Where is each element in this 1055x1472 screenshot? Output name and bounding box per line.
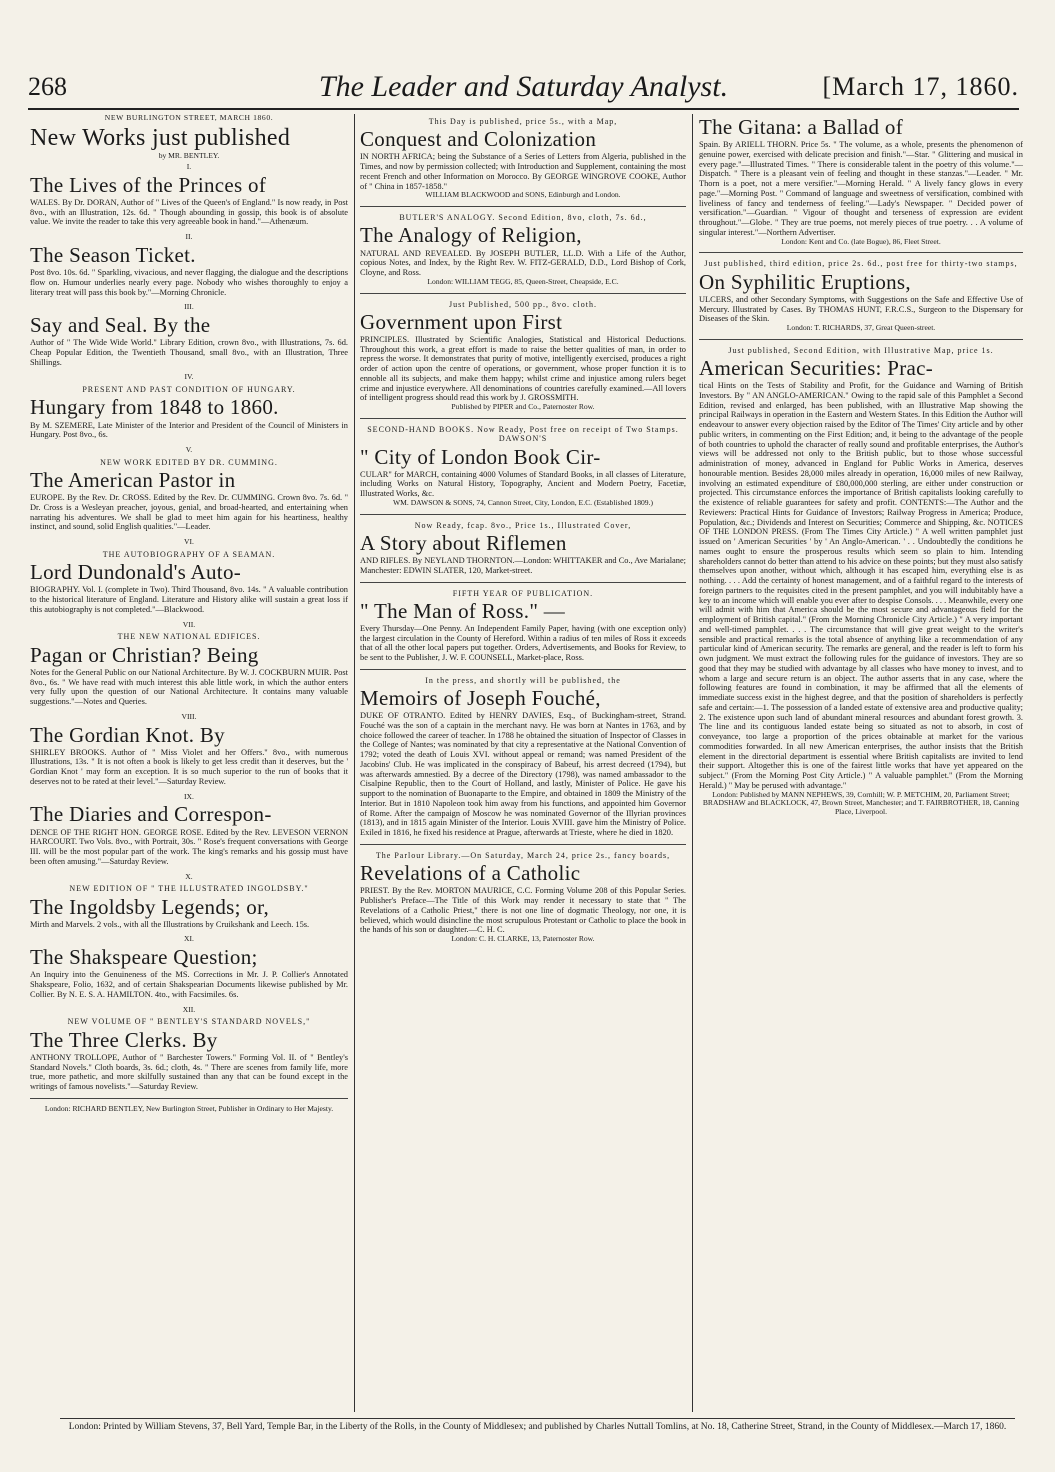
ad-title: " City of London Book Cir-: [360, 444, 601, 469]
ad-number: VI.: [184, 537, 194, 547]
ad-title: The Shakspeare Question;: [30, 945, 258, 970]
ad-number: X.: [185, 871, 193, 881]
advertisement: [30, 1006, 348, 1092]
advertisement: [30, 713, 348, 787]
ad-separator: [360, 844, 686, 845]
ad-body: Post 8vo. 10s. 6d. " Sparkling, vivacious, and never flagging, the dialogue and the descriptions flow on. Humour underlies nearly every page. Nobody who wishes thoroughly to enjoy a literary treat will pass this book by."—Morning Chronicle.: [30, 268, 348, 297]
ad-body: NATURAL AND REVEALED. By JOSEPH BUTLER, LL.D. With a Life of the Author, copious Notes, and Index, by the Right Rev. W. FITZ-GERALD, D.D., Lord Bishop of Cork, Cloyne, and Ross.: [360, 248, 686, 278]
ad-preheading: NEW WORK EDITED BY DR. CUMMING.: [100, 457, 278, 467]
ad-title: The Three Clerks. By: [30, 1027, 218, 1052]
ad-number: VII.: [182, 619, 196, 629]
ad-title: The Diaries and Correspon-: [30, 802, 272, 827]
ad-body: ULCERS, and other Secondary Symptoms, with Suggestions on the Safe and Effective Use of Mercury. Illustrated by Cases. By THOMAS HUNT, F.R.C.S., Surgeon to the Dispensary for Diseases of the Skin.: [699, 294, 1023, 324]
imprint: London: RICHARD BENTLEY, New Burlington Street, Publisher in Ordinary to Her Majesty.: [44, 1103, 334, 1113]
ad-title: " The Man of Ross." —: [360, 598, 566, 623]
advertisement: [360, 521, 686, 576]
ad-preheading: BUTLER'S ANALOGY. Second Edition, 8vo, cloth, 7s. 6d.,: [399, 213, 647, 223]
ad-separator: [360, 669, 686, 670]
advertisement: [699, 259, 1023, 332]
advertisement: [30, 793, 348, 867]
ad-imprint: London: C. H. CLARKE, 13, Paternoster Row.: [451, 934, 595, 944]
ad-separator: [360, 514, 686, 515]
ad-preheading: NEW EDITION OF " THE ILLUSTRATED INGOLDSBY.": [69, 884, 309, 894]
ad-separator: [360, 418, 686, 419]
ad-preheading: FIFTH YEAR OF PUBLICATION.: [452, 588, 594, 598]
ad-title: Revelations of a Catholic: [360, 861, 581, 886]
advertisement: [30, 303, 348, 367]
ad-title: The Gordian Knot. By: [30, 722, 225, 747]
ad-title: Government upon First: [360, 309, 563, 334]
advertisement: [30, 873, 348, 930]
advertisement: [360, 589, 686, 663]
advertisement: [30, 373, 348, 440]
ad-body: Mirth and Marvels. 2 vols., with all the Illustrations by Cruikshank and Leech. 15s.: [30, 919, 310, 929]
ad-title: Hungary from 1848 to 1860.: [30, 395, 279, 420]
ad-preheading: PRESENT AND PAST CONDITION OF HUNGARY.: [82, 385, 296, 395]
ad-preheading: This Day is published, price 5s., with a Map,: [428, 117, 618, 126]
ad-body: BIOGRAPHY. Vol. I. (complete in Two). Third Thousand, 8vo. 14s. " A valuable contribution to the historical literature of England. Literature and History alike will sustain a great loss if this autobiography is not completed."—Blackwood.: [30, 585, 348, 614]
advertisement: [360, 851, 686, 944]
ad-separator: [360, 206, 686, 207]
ad-imprint: London: Published by MANN NEPHEWS, 39, Cornhill; W. P. METCHIM, 20, Parliament Street; BRADSHAW and BLACKLOCK, 47, Brown Street, Manchester; and T. FAIRBROTHER, 18, Canning Place, Liverpool.: [702, 789, 1020, 817]
intro-sub: by MR. BENTLEY.: [158, 151, 220, 161]
ad-preheading: Just Published, 500 pp., 8vo. cloth.: [448, 299, 597, 309]
ad-preheading: NEW VOLUME OF " BENTLEY'S STANDARD NOVELS,": [67, 1017, 311, 1027]
ad-separator: [360, 293, 686, 294]
ad-preheading: The Parlour Library.—On Saturday, March 24, price 2s., fancy boards,: [375, 850, 671, 860]
ad-title: The Ingoldsby Legends; or,: [30, 894, 270, 919]
ad-separator: [699, 339, 1023, 340]
page-title: The Leader and Saturday Analyst.: [318, 70, 729, 103]
publisher-address: NEW BURLINGTON STREET, MARCH 1860.: [104, 114, 274, 122]
ad-title: The American Pastor in: [30, 468, 236, 493]
advertisement: [360, 425, 686, 508]
ad-body: DUKE OF OTRANTO. Edited by HENRY DAVIES, Esq., of Buckingham-street, Strand. Fouché was the son of a captain in the merchant navy. He was born at Nantes in 1763, and by choice followed the career of teacher. In 1788 he obtained the situation of Inspector of Classes in the College of Nantes; was nominated by that city a representative at the National Convention of 1792; voted the death of Louis XVI. without appeal or remand; was named President of the Jacobins' Club. He was implicated in the conspiracy of Babeuf, his arrest decreed (1794), but was afterwards amnestied. By a decree of the Directory (1798), was named ambassador to the Cisalpine Republic, then to the Court of Holland, and lastly, Minister of Police. He gave his support to the nomination of Buonaparte to the Empire, and obtained in 1809 the Ministry of the Interior. But in 1810 Napoleon took him away from his functions, and appointed him Governor of Rome. After the campaign of Moscow he was nominated Governor of the Illyrian provinces (1813), and in 1815 again Minister of the Interior. Louis XVIII. gave him the Ministry of Police. Exiled in 1816, he fixed his residence at Prague, afterwards at Trieste, where he died in 1820.: [360, 711, 686, 838]
column-divider: [692, 114, 693, 1412]
ad-body: Notes for the General Public on our National Architecture. By W. J. COCKBURN MUIR. Post 8vo., 6s. " We have read with much interest this able little work, in which the author enters very fully upon the question of our National Architecture. It contains many valuable suggestions."—Notes and Queries.: [30, 667, 348, 707]
advertisement: [30, 233, 348, 297]
ad-number: III.: [184, 302, 194, 312]
column-1: [30, 114, 348, 1412]
ad-number: XII.: [182, 1004, 196, 1014]
ad-title: Say and Seal. By the: [30, 313, 211, 338]
ad-preheading: Just published, Second Edition, with Illustrative Map, price 1s.: [728, 345, 994, 355]
intro-heading: New Works just published: [30, 124, 291, 151]
ad-body: EUROPE. By the Rev. Dr. CROSS. Edited by the Rev. Dr. CUMMING. Crown 8vo. 7s. 6d. " Dr. Cross is a Wesleyan preacher, joyous, genial, and broad-hearted, and entertaining when narrating his adventures. We shall be glad to meet him again for his heartiness, healthy instinct, and sound, solid English qualities."—Leader.: [30, 493, 348, 532]
ad-number: IX.: [184, 791, 194, 801]
advertisement: [699, 346, 1023, 817]
ad-body: tical Hints on the Tests of Stability and Profit, for the Guidance and Warning of British Investors. By " AN ANGLO-AMERICAN." Owing to the rapid sale of this Pamphlet a Second Edition, revised and enlarged, has been published, with an Illustrative Map showing the principal Railways in operation in the Eastern and Western States. In this Edition the Author will endeavour to answer every objection raised by the Editor of The Times' City article and by other public writers, in commenting on the First Edition; and, it being to the advantage of the people of both countries to uphold the character of really sound and profitable enterprises, the Author's views will be addressed not only to the British public, but to those whose successful administration of money, advanced in England for Public Works in America, deserves honourable mention. Besides 28,000 miles already in operation, 16,000 miles of new Railway, involving an estimated expenditure of £80,000,000 sterling, are either under construction or projected. This circumstance enforces the importance of British capitalists looking carefully to the existence of reliable guarantees for safety and profit. CONTENTS:—The Author and the Reviewers: Practical Hints for Guidance of Investors; Railway Progress in America; Produce, Population, &c.; Dividends and Interest on Securities; Commerce and Shipping, &c. NOTICES OF THE LONDON PRESS. (From The Times City Article.) " A well written pamphlet just issued on ' American Securities ' by ' An Anglo-American. ' . . Undoubtedly the conditions he names ought to ensure the prosperous results which seem so plain to him. Intending shareholders cannot do better than attend to his advice on these points; but they must also satisfy themselves upon another, without which, although it has escaped him, everything else is as nothing. . . . Add the certainty of honest management, and of a faithful regard to the interests of foreign partners to the requisites cited in the present pamphlet, and you will indubitably have a key to an income which will enable you ever after to despise Consols. . . . Meanwhile, every one will admit with him that America should be the most secure and advantageous field for the employment of British capital." (From the Morning Chronicle City Article.) " A very important and well-timed pamphlet. . . . The circumstance that will give great weight to the writer's sensible and practical remarks is the total absence of anything like a recommendation of any particular kind of American security. The remarks are general, and the reader is left to form his own judgment. We must extract the following rules for the guidance of investors. They are so good that they may be studied with advantage by all classes who have money to invest, and to whom a large and secure return is an object. The author asserts that in any case, where the following features are found in combination, it may be affirmed that all the elements of immediate success exist in the highest degree, and that the position of shareholders is perfectly safe and certain:—1. The possession of a landed estate of extensive area and productive quality; 2. The existence upon such land of abundant mineral resources and abundant forest growth. 3. The line and its contiguous landed estate being so situated as not to absorb, in cost of conveyance, too large a proportion of the prices obtainable at market for the various commodities forwarded. In all new American enterprises, the author insists that the British element in the directorial department is essential where British capitalists are invited to lend their support. Altogether this is one of the fairest little works that have yet appeared on the subject." (From the Morning Post City Article.) " A valuable pamphlet." (From the Morning Herald.) " May be perused with advantage.": [699, 381, 1023, 790]
ad-title: The Gitana: a Ballad of: [699, 115, 903, 139]
ad-body: AND RIFLES. By NEYLAND THORNTON.—London: WHITTAKER and Co., Ave Marialane; Manchester: EDWIN SLATER, 120, Market-street.: [360, 556, 686, 575]
ad-number: V.: [185, 445, 193, 455]
column-divider: [354, 114, 355, 1412]
ad-preheading: THE NEW NATIONAL EDIFICES.: [117, 632, 261, 642]
ad-number: XI.: [184, 934, 194, 944]
advertisement: [360, 676, 686, 838]
page-number: 268: [28, 72, 67, 101]
ad-title: The Analogy of Religion,: [360, 223, 582, 248]
ad-preheading: Now Ready, fcap. 8vo., Price 1s., Illustrated Cover,: [414, 520, 632, 530]
page-header: [28, 68, 1019, 108]
advertisement: [30, 935, 348, 999]
ad-body: CULAR" for MARCH, containing 4000 Volumes of Standard Books, in all classes of Literature, including Works on Natural History, Topography, Ancient and Modern Poetry, Facetiæ, Illustrated Works, &c.: [360, 469, 686, 499]
ad-preheading: In the press, and shortly will be published, the: [425, 675, 621, 685]
ad-preheading: SECOND-HAND BOOKS. Now Ready, Post free on receipt of Two Stamps. DAWSON'S: [367, 424, 679, 444]
advertisement: [30, 163, 348, 227]
ad-body: By M. SZEMERE, Late Minister of the Interior and President of the Council of Ministers in Hungary. Post 8vo., 6s.: [30, 420, 348, 440]
ad-separator: [699, 252, 1023, 253]
advertisement: [30, 621, 348, 707]
ad-title: American Securities: Prac-: [699, 356, 934, 381]
ad-body: Every Thursday—One Penny. An Independent Family Paper, having (with one exception only) the largest circulation in the County of Hereford. Within a radius of ten miles of Ross it exceeds that of all the other local papers put together. Orders, Advertisements, and Books for Review, to be sent to the Publisher, J. W. F. COUNSELL, Market-place, Ross.: [360, 623, 686, 663]
ad-imprint: London: T. RICHARDS, 37, Great Queen-street.: [786, 323, 936, 332]
ad-separator: [360, 582, 686, 583]
ad-body: Author of " The Wide Wide World." Library Edition, crown 8vo., with Illustrations, 7s. 6d. Cheap Popular Edition, the Twentieth Thousand, small 8vo., with an Illustration, Three Shillings.: [30, 338, 348, 367]
ad-body: SHIRLEY BROOKS. Author of " Miss Violet and her Offers." 8vo., with numerous Illustrations, 13s. " It is not often a book is likely to get less credit than it deserves, but the ' Gordian Knot ' may form an exception. It is so much superior to the run of books that it deserves not to be rated at their level."—Saturday Review.: [30, 747, 348, 786]
column-2: [360, 114, 686, 1412]
advertisement: [360, 117, 686, 200]
advertisement: [30, 446, 348, 532]
ad-imprint: WM. DAWSON & SONS, 74, Cannon Street, City, London, E.C. (Established 1809.): [392, 497, 654, 507]
ad-imprint: London: WILLIAM TEGG, 85, Queen-Street, Cheapside, E.C.: [427, 276, 619, 286]
ad-title: Conquest and Colonization: [360, 127, 597, 152]
ad-number: VIII.: [181, 711, 197, 721]
ad-title: The Lives of the Princes of: [30, 172, 267, 197]
ad-body: Spain. By ARIELL THORN. Price 5s. " The volume, as a whole, presents the phenomenon of genuine power, exercised with delicate precision and finish."—Star. " Glittering and musical in every page."—Illustrated Times. " There is considerable talent in the poetry of this volume."—Dispatch. " There is a pleasant vein of feeling and thought in these stanzas."—Leader. " Mr. Thorn is a poet, not a mere versifier."—Morning Herald. " A lively fancy glows in every page."—Morning Post. " Command of language and sweetness of versification, combined with liveliness of fancy and tenderness of feeling."—Lady's Newspaper. " Decided power of versification."—Guardian. " Vigour of thought and terseness of expression are evident throughout."—Globe. " They are true poems, not merely pieces of true poetry. . . A volume of singular interest."—Northern Advertiser.: [699, 140, 1023, 237]
ad-body: DENCE OF THE RIGHT HON. GEORGE ROSE. Edited by the Rev. LEVESON VERNON HARCOURT. Two Vols. 8vo., with Portrait, 30s. " Rose's frequent conversations with George III. will be the most popular part of the work. The king's remarks and his gossip must have been often amusing."—Saturday Review.: [30, 827, 348, 866]
printer-imprint: London: Printed by William Stevens, 37, Bell Yard, Temple Bar, in the Liberty of the Rolls, in the County of Middlesex; and published by Charles Nuttall Tomlins, at No. 18, Catherine Street, Strand, in the County of Middlesex.—March 17, 1860.: [60, 1418, 1015, 1433]
ad-body: WALES. By Dr. DORAN, Author of " Lives of the Queen's of England." Is now ready, in Post 8vo., with an Illustration, 12s. 6d. " Though abounding in gossip, this book is of absolute value. We invite the reader to take this very agreeable book in hand."—Athenæum.: [30, 197, 348, 227]
ad-body: PRINCIPLES. Illustrated by Scientific Analogies, Statistical and Historical Deductions. Throughout this work, a great effort is made to raise the better qualities of man, in order to repress the worse. It demonstrates that purity of motive, intelligently exercised, produces a right order of action upon the centre of operations, or government, whose proper function it is to ennoble all its subjects, and make them happy; whilst crime and injustice among rulers beget crime and injustice everywhere. All denominations of countries carefully examined.—All lovers of intelligent progress should read this work by J. GROSSMITH.: [360, 334, 686, 403]
ad-title: Memoirs of Joseph Fouché,: [360, 686, 601, 711]
header-rule: [28, 108, 1019, 110]
ad-title: The Season Ticket.: [30, 242, 196, 267]
ad-imprint: Published by PIPER and Co., Paternoster Row.: [451, 402, 595, 412]
issue-date: [March 17, 1860.: [822, 72, 1019, 101]
column-3: [699, 114, 1023, 1412]
ad-title: A Story about Riflemen: [360, 530, 567, 555]
ad-preheading: Just published, third edition, price 2s. 6d., post free for thirty-two stamps,: [704, 259, 1018, 269]
ad-imprint: WILLIAM BLACKWOOD and SONS, Edinburgh and London.: [425, 190, 621, 200]
advertisement: [360, 300, 686, 412]
ad-imprint: London: Kent and Co. (late Bogue), 86, Fleet Street.: [781, 236, 941, 246]
advertisement: [699, 116, 1023, 246]
advertisement: [360, 213, 686, 286]
ad-title: On Syphilitic Eruptions,: [699, 269, 911, 294]
ad-title: Pagan or Christian? Being: [30, 642, 259, 667]
ad-body: ANTHONY TROLLOPE, Author of " Barchester Towers." Forming Vol. II. of " Bentley's Standard Novels." Cloth boards, 3s. 6d.; cloth, 4s. " There are scenes from family life, more true, more pathetic, and more skilfully sustained than any that can be found except in the writings of famous novelists."—Saturday Review.: [30, 1052, 348, 1092]
ad-number: I.: [186, 161, 192, 171]
ad-body: PRIEST. By the Rev. MORTON MAURICE, C.C. Forming Volume 208 of this Popular Series. Publisher's Preface—The Title of this Work may render it necessary to state that " The Revelations of a Catholic Priest," there is not one line of dogmatic Theology, nor one, it is believed, which would disincline the most scrupulous Protestant or Catholic to place the book in the hands of his son or daughter.—C. H. C.: [360, 886, 686, 935]
ad-body: An Inquiry into the Genuineness of the MS. Corrections in Mr. J. P. Collier's Annotated Shakspeare, Folio, 1632, and of certain Shakspearian Documents likewise published by Mr. Collier. By N. E. S. A. HAMILTON. 4to., with Facsimiles. 6s.: [30, 970, 348, 999]
ad-title: Lord Dundonald's Auto-: [30, 560, 242, 585]
advertisement: [30, 538, 348, 614]
ad-preheading: THE AUTOBIOGRAPHY OF A SEAMAN.: [102, 550, 276, 560]
ad-body: IN NORTH AFRICA; being the Substance of a Series of Letters from Algeria, published in the Times, and now by permission collected; with Introduction and Supplement, containing the most recent French and other Information on Morocco. By GEORGE WINGROVE COOKE, Author of " China in 1857-1858.": [360, 152, 686, 191]
ad-number: II.: [185, 232, 193, 242]
ad-number: IV.: [184, 372, 194, 382]
